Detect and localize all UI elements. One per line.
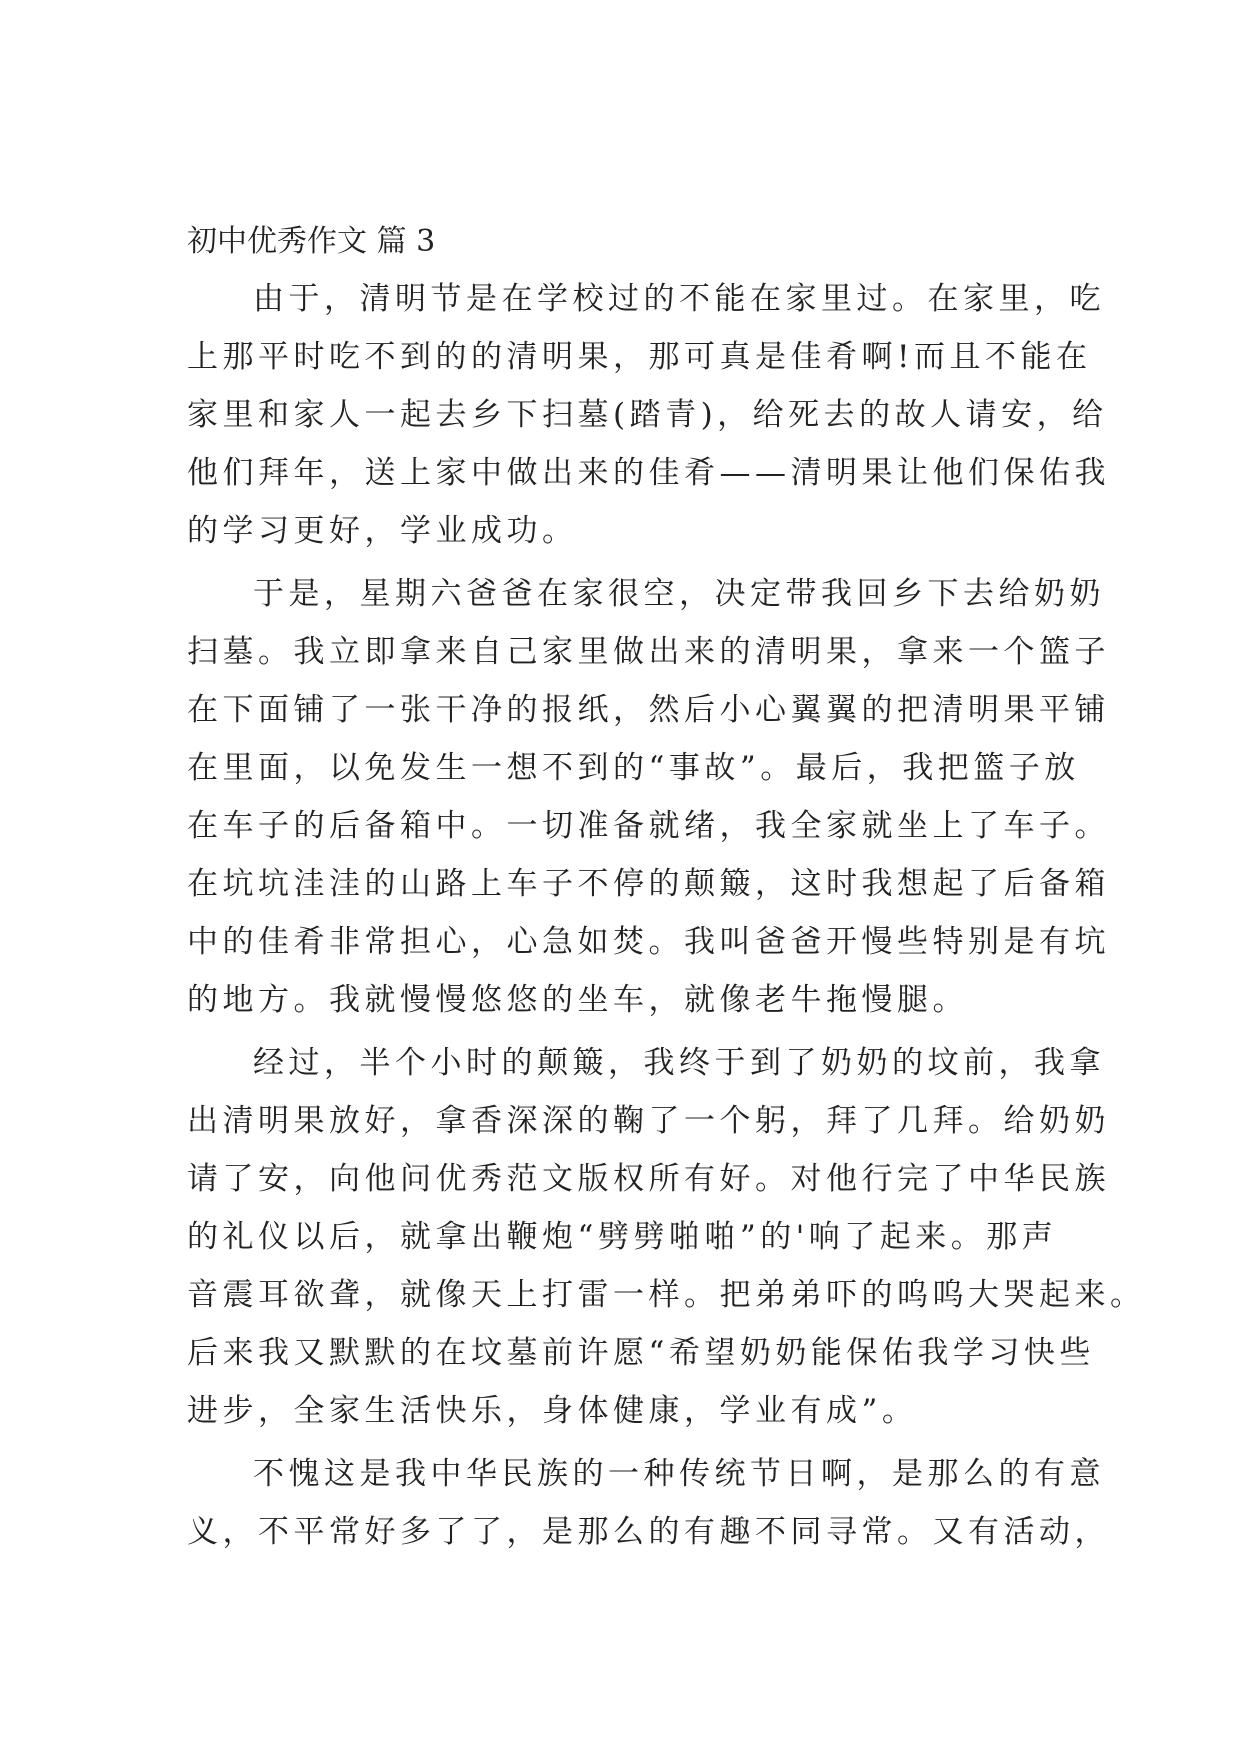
text-line: 扫墓。我立即拿来自己家里做出来的清明果，拿来一个篮子 — [187, 634, 1110, 670]
text-line: 于是，星期六爸爸在家很空，决定带我回乡下去给奶奶 — [253, 576, 1105, 612]
text-line: 家里和家人一起去乡下扫墓(踏青)，给死去的故人请安，给 — [187, 397, 1108, 433]
text-line: 音震耳欲聋，就像天上打雷一样。把弟弟吓的呜呜大哭起来。 — [187, 1277, 1146, 1313]
text-line: 在里面，以免发生一想不到的“事故”。最后，我把篮子放 — [187, 750, 1080, 786]
text-line: 在下面铺了一张干净的报纸，然后小心翼翼的把清明果平铺 — [187, 692, 1110, 728]
paragraph-3 — [187, 1034, 1146, 1440]
text-line: 经过，半个小时的颠簸，我终于到了奶奶的坟前，我拿 — [253, 1045, 1105, 1081]
text-line: 他们拜年，送上家中做出来的佳肴——清明果让他们保佑我 — [187, 455, 1110, 491]
text-line: 在车子的后备箱中。一切准备就绪，我全家就坐上了车子。 — [187, 808, 1110, 844]
text-line: 在坑坑洼洼的山路上车子不停的颠簸，这时我想起了后备箱 — [187, 866, 1110, 902]
text-line: 出清明果放好，拿香深深的鞠了一个躬，拜了几拜。给奶奶 — [187, 1103, 1110, 1139]
text-line: 上那平时吃不到的的清明果，那可真是佳肴啊!而且不能在 — [187, 339, 1092, 375]
document-body — [187, 270, 1146, 1566]
text-line: 的地方。我就慢慢悠悠的坐车，就像老牛拖慢腿。 — [187, 982, 968, 1018]
paragraph-2 — [187, 565, 1110, 1029]
text-line: 的礼仪以后，就拿出鞭炮“劈劈啪啪”的'响了起来。那声 — [187, 1219, 1058, 1255]
paragraph-1 — [187, 270, 1110, 560]
document-title: 初中优秀作文 篇 3 — [187, 224, 436, 259]
text-line: 中的佳肴非常担心，心急如焚。我叫爸爸开慢些特别是有坑 — [187, 924, 1110, 960]
text-line: 进步，全家生活快乐，身体健康，学业有成”。 — [187, 1393, 918, 1429]
text-line: 请了安，向他问优秀范文版权所有好。对他行完了中华民族 — [187, 1161, 1110, 1197]
text-line: 不愧这是我中华民族的一种传统节日啊，是那么的有意 — [253, 1456, 1105, 1492]
paragraph-4 — [187, 1445, 1110, 1561]
text-line: 的学习更好，学业成功。 — [187, 513, 578, 549]
text-line: 由于，清明节是在学校过的不能在家里过。在家里，吃 — [253, 281, 1105, 317]
text-line: 后来我又默默的在坟墓前许愿“希望奶奶能保佑我学习快些 — [187, 1335, 1095, 1371]
text-line: 义，不平常好多了了，是那么的有趣不同寻常。又有活动， — [187, 1514, 1110, 1550]
